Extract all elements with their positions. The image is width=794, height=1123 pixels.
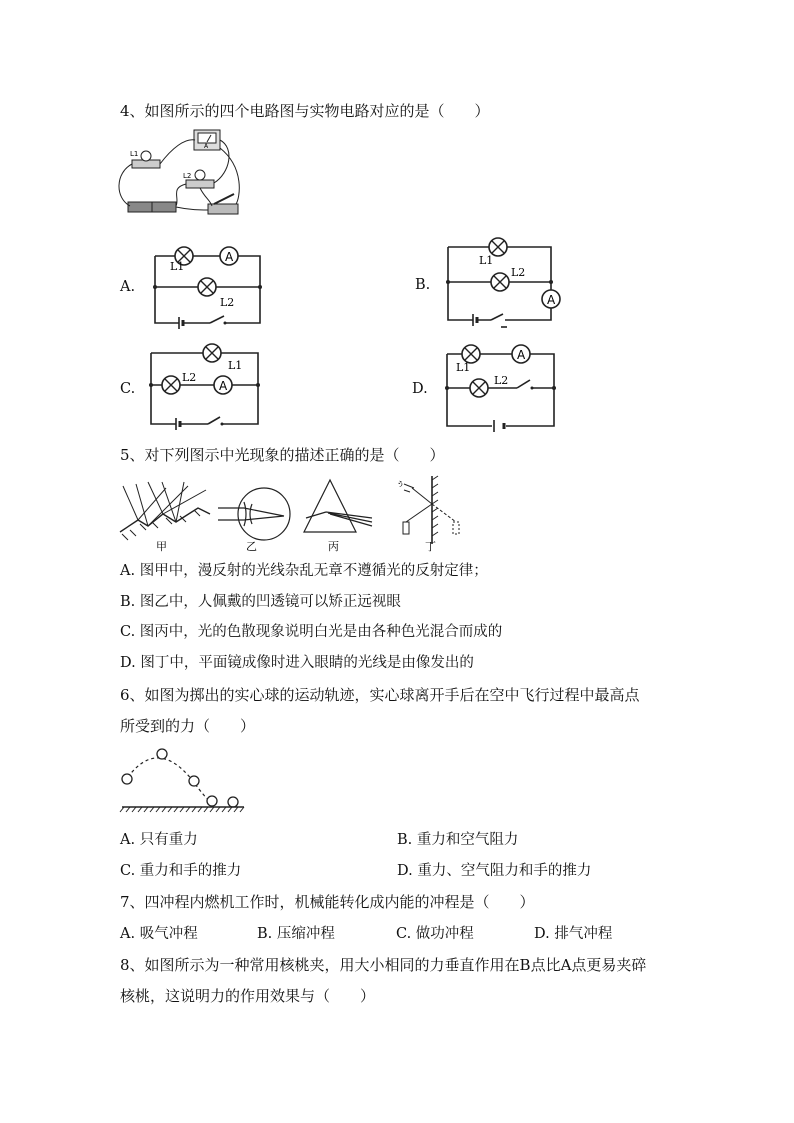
q7-option-c: C. 做功冲程 (396, 926, 474, 942)
ammeter-label: A (225, 250, 234, 264)
battery-pack-icon (128, 202, 176, 212)
q4-stem: 4、如图所示的四个电路图与实物电路对应的是（ ） (120, 102, 490, 120)
switch-device-icon (208, 194, 238, 214)
q7-option-a: A. 吸气冲程 (120, 926, 198, 942)
q5-option-c: C. 图丙中，光的色散现象说明白光是由各种色光混合而成的 (120, 624, 503, 640)
figure-label-yi: 乙 (246, 540, 257, 553)
q6-option-a: A. 只有重力 (120, 832, 198, 848)
ball-icon (122, 774, 132, 784)
ball-icon (207, 796, 217, 806)
l2-label: L2 (182, 371, 197, 384)
q4-option-a-circuit (150, 240, 265, 326)
l2-label: L2 (511, 266, 526, 279)
figure-label-jia: 甲 (156, 540, 167, 553)
photo-l1-label: L1 (130, 150, 139, 158)
q7-option-b: B. 压缩冲程 (257, 926, 335, 942)
q6-option-c: C. 重力和手的推力 (120, 863, 242, 879)
l1-label: L1 (479, 254, 494, 267)
ammeter-label: A (219, 379, 228, 393)
l1-label: L1 (228, 359, 243, 372)
q4-option-c-circuit (146, 342, 266, 428)
q4-option-d-circuit (442, 340, 562, 432)
l2-label: L2 (220, 296, 235, 309)
ball-icon (157, 749, 167, 759)
q4-option-b-circuit (443, 236, 563, 328)
q4-option-b-letter: B. (415, 277, 431, 293)
q5-option-a: A. 图甲中，漫反射的光线杂乱无章不遵循光的反射定律； (120, 563, 488, 579)
q5-option-b: B. 图乙中，人佩戴的凹透镜可以矫正远视眼 (120, 594, 401, 610)
eye-lens-figure (218, 488, 290, 540)
q6-option-d: D. 重力、空气阻力和手的推力 (397, 863, 592, 879)
ball-icon (228, 797, 238, 807)
q5-option-d: D. 图丁中，平面镜成像时进入眼睛的光线是由像发出的 (120, 655, 474, 671)
figure-label-ding: 丁 (425, 540, 436, 553)
photo-l2-label: L2 (183, 172, 192, 180)
ball-icon (189, 776, 199, 786)
l1-label: L1 (170, 260, 185, 273)
q6-option-b: B. 重力和空气阻力 (397, 832, 519, 848)
q7-option-d: D. 排气冲程 (534, 926, 613, 942)
q8-stem-line2: 核桃，这说明力的作用效果与（ ） (120, 987, 376, 1005)
q6-stem-line1: 6、如图为掷出的实心球的运动轨迹，实心球离开手后在空中飞行过程中最高点 (120, 686, 640, 704)
switch-icon (491, 314, 503, 320)
q7-stem: 7、四冲程内燃机工作时，机械能转化成内能的冲程是（ ） (120, 893, 535, 911)
q6-trajectory-figure (118, 745, 248, 815)
diffuse-reflection-figure (120, 482, 210, 540)
ammeter-label: A (547, 293, 556, 307)
q4-option-a-letter: A. (120, 279, 136, 295)
switch-icon (517, 380, 530, 388)
ammeter-label: A (517, 348, 526, 362)
switch-icon (210, 316, 224, 323)
switch-icon (208, 417, 220, 424)
l1-label: L1 (456, 361, 471, 374)
q6-stem-line2: 所受到的力（ ） (120, 717, 256, 735)
q4-option-c-letter: C. (120, 381, 136, 397)
q5-stem: 5、对下列图示中光现象的描述正确的是（ ） (120, 446, 445, 464)
prism-figure (304, 480, 372, 532)
q8-stem-line1: 8、如图所示为一种常用核桃夹，用大小相同的力垂直作用在B点比A点更易夹碎 (120, 956, 647, 974)
q4-real-circuit-figure (110, 128, 250, 220)
photo-ammeter-label: A (204, 143, 209, 150)
q4-option-d-letter: D. (412, 381, 428, 397)
plane-mirror-figure (403, 476, 459, 544)
q5-light-figures (118, 474, 468, 554)
figure-label-bing: 丙 (328, 540, 339, 553)
l2-label: L2 (494, 374, 509, 387)
eye-icon: ぅ (396, 479, 406, 489)
